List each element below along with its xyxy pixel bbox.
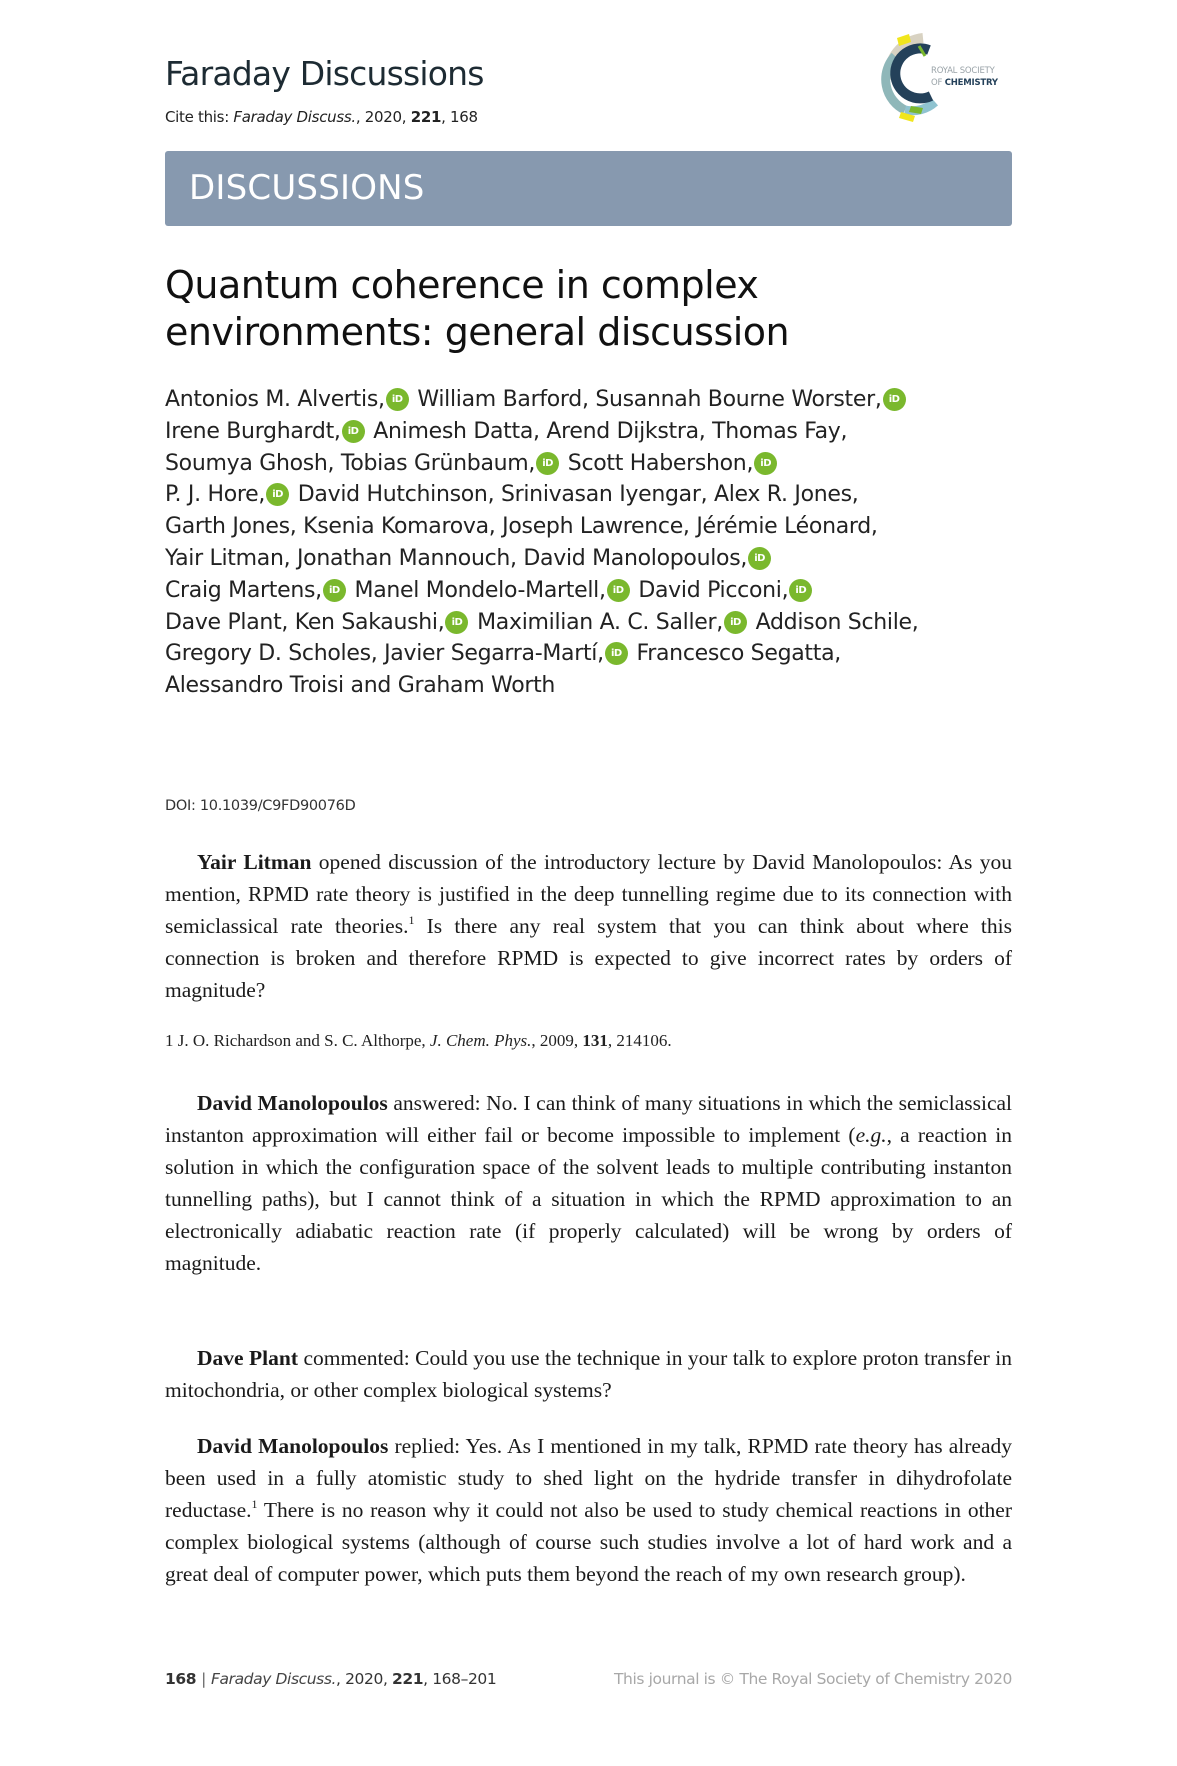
author-name: Alessandro Troisi and Graham Worth	[165, 673, 556, 699]
author-line	[165, 416, 1035, 448]
title-line-1: Quantum coherence in complex	[165, 263, 759, 307]
journal-title: Faraday Discussions	[165, 54, 484, 93]
author-name: Dave Plant, Ken Sakaushi,	[165, 609, 445, 635]
orcid-icon[interactable]: iD	[748, 547, 771, 570]
speaker-name: Yair Litman	[197, 850, 312, 874]
author-name: Antonios M. Alvertis,	[165, 387, 385, 412]
author-name: Animesh Datta, Arend Dijkstra, Thomas Fay,	[366, 418, 848, 444]
page-number: 168	[165, 1670, 197, 1688]
orcid-icon[interactable]: iD	[607, 579, 630, 602]
author-name: Manel Mondelo-Martell,	[347, 577, 606, 603]
orcid-icon[interactable]: iD	[789, 579, 812, 602]
footnote-1: 1 J. O. Richardson and S. C. Althorpe, J. Chem. Phys., 2009, 131, 214106.	[165, 1031, 672, 1050]
author-line	[165, 511, 1035, 543]
author-line	[165, 543, 1035, 575]
title-line-2: environments: general discussion	[165, 310, 790, 354]
author-line	[165, 638, 1035, 670]
orcid-icon[interactable]: iD	[266, 483, 289, 506]
cite-line	[165, 108, 478, 126]
author-list	[165, 384, 1035, 702]
footnote-ref[interactable]: 1	[251, 1497, 258, 1511]
copyright-notice: This journal is © The Royal Society of Chemistry 2020	[613, 1670, 1012, 1688]
author-name: P. J. Hore,	[165, 482, 266, 508]
discussion-paragraph-3: Dave Plant commented: Could you use the technique in your talk to explore proton transfer in mitochondria, or other complex biological systems?	[165, 1346, 1012, 1402]
orcid-icon[interactable]: iD	[342, 420, 365, 443]
discussion-paragraph-1: Yair Litman opened discussion of the introductory lecture by David Manolopoulos: As you mention, RPMD rate theory is justified in the deep tunnelling regime due to its connection with semiclassical rate theories.$^1$ Is there any real system that you can think about where this connection is broken and therefore RPMD is expected to give incorrect rates by orders of magnitude?	[165, 850, 1012, 1002]
author-name: Irene Burghardt,	[165, 418, 341, 444]
orcid-icon[interactable]: iD	[724, 611, 747, 634]
footer-separator: |	[201, 1670, 206, 1688]
author-name: Yair Litman, Jonathan Mannouch, David Manolopoulos,	[165, 545, 748, 571]
orcid-icon[interactable]: iD	[536, 452, 559, 475]
rsc-logo	[879, 30, 1013, 122]
cite-volume: 221	[410, 108, 442, 126]
discussion-paragraph-2: David Manolopoulos answered: No. I can think of many situations in which the semiclassical instanton approximation will either fail or become impossible to implement (e.g., a reaction in solution in which the configuration space of the solvent leads to multiple contributing instanton tunnelling paths), but I cannot think of a situation in which the RPMD approximation to an electronically adiabatic reaction rate (if properly calculated) will be wrong by orders of magnitude.	[165, 1091, 1013, 1275]
section-label: DISCUSSIONS	[189, 168, 425, 208]
footer-journal: Faraday Discuss.	[210, 1670, 337, 1688]
speaker-name: David Manolopoulos	[197, 1434, 389, 1458]
author-name: Francesco Segatta,	[629, 641, 841, 667]
cite-page: , 168	[441, 108, 478, 126]
author-name: David Hutchinson, Srinivasan Iyengar, Alex R. Jones,	[291, 482, 859, 508]
author-name: Scott Habershon,	[561, 450, 754, 476]
author-name: William Barford, Susannah Bourne Worster,	[410, 387, 882, 412]
author-line	[165, 384, 1035, 416]
author-line	[165, 575, 1035, 607]
discussion-paragraph-4: David Manolopoulos replied: Yes. As I mentioned in my talk, RPMD rate theory has already been used in a fully atomistic study to shed light on the hydride transfer in dihydrofolate reductase.$^1$ There is no reason why it could not also be used to study chemical reactions in other complex biological systems (although of course such studies involve a lot of hard work and a great deal of computer power, which puts them beyond the reach of my own research group).	[165, 1434, 1013, 1586]
doi-link[interactable]: DOI: 10.1039/C9FD90076D	[165, 798, 356, 814]
orcid-icon[interactable]: iD	[605, 642, 628, 665]
author-name: Soumya Ghosh, Tobias Grünbaum,	[165, 450, 536, 476]
author-name: David Picconi,	[631, 577, 789, 603]
rsc-logo-text: ROYAL SOCIETY OF CHEMISTRY	[931, 66, 998, 88]
orcid-icon[interactable]: iD	[883, 388, 906, 411]
article-title	[165, 262, 1012, 356]
author-name: Gregory D. Scholes, Javier Segarra-Martí,	[165, 641, 604, 667]
cite-year: , 2020,	[355, 108, 411, 126]
orcid-icon[interactable]: iD	[386, 388, 409, 411]
author-name: Craig Martens,	[165, 577, 322, 603]
speaker-name: Dave Plant	[197, 1346, 298, 1370]
author-name: Maximilian A. C. Saller,	[470, 609, 723, 635]
section-banner	[165, 151, 1012, 226]
author-line	[165, 479, 1035, 511]
orcid-icon[interactable]: iD	[323, 579, 346, 602]
author-name: Addison Schile,	[748, 609, 919, 635]
footnote-ref[interactable]: 1	[408, 913, 415, 927]
author-line	[165, 448, 1035, 480]
cite-journal: Faraday Discuss.	[233, 108, 356, 126]
orcid-icon[interactable]: iD	[445, 611, 468, 634]
author-name: Garth Jones, Ksenia Komarova, Joseph Lawrence, Jérémie Léonard,	[165, 514, 878, 540]
cite-prefix: Cite this:	[165, 108, 234, 126]
author-line	[165, 607, 1035, 639]
page-footer: 168 | Faraday Discuss., 2020, 221, 168–201 This journal is © The Royal Society of Chemistry 2020	[165, 1670, 1012, 1688]
speaker-name: David Manolopoulos	[197, 1091, 388, 1115]
author-line	[165, 670, 1035, 702]
orcid-icon[interactable]: iD	[754, 452, 777, 475]
